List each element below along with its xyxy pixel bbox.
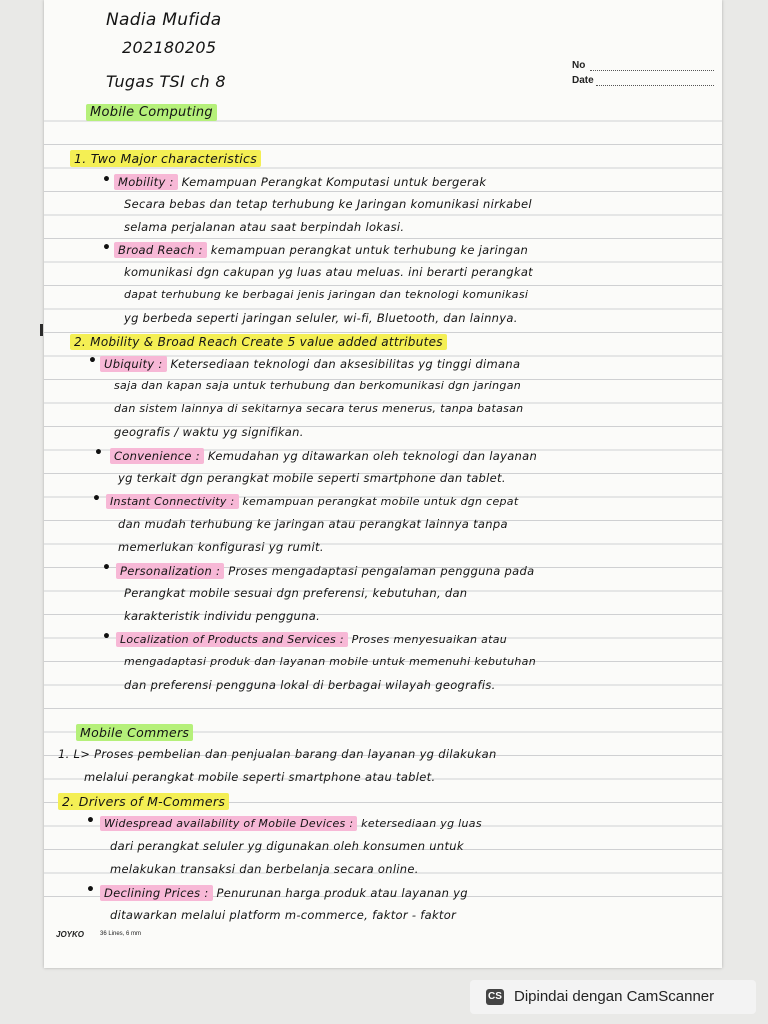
date-line: [596, 85, 714, 86]
text-line: memerlukan konfigurasi yg rumit.: [118, 540, 324, 554]
no-line: [590, 70, 714, 71]
text-line: yg berbeda seperti jaringan seluler, wi-fi, Bluetooth, dan lainnya.: [124, 311, 518, 325]
list-item-mobility: Mobility : Kemampuan Perangkat Komputasi untuk bergerak: [114, 174, 486, 190]
list-item-widespread-availability: Widespread availability of Mobile Devices : ketersediaan yg luas: [100, 816, 482, 831]
bullet: •: [88, 353, 97, 369]
text-line: dan sistem lainnya di sekitarnya secara terus menerus, tanpa batasan: [114, 402, 524, 415]
text-line: selama perjalanan atau saat berpindah lokasi.: [124, 220, 405, 234]
bullet: •: [94, 445, 103, 461]
list-item-instant-connectivity: Instant Connectivity : kemampuan perangkat mobile untuk dgn cepat: [106, 494, 518, 509]
text-line: saja dan kapan saja untuk terhubung dan berkomunikasi dgn jaringan: [114, 379, 522, 392]
student-name: Nadia Mufida: [106, 10, 222, 30]
text-line: dan preferensi pengguna lokal di berbagai wilayah geografis.: [124, 678, 496, 692]
list-item-convenience: Convenience : Kemudahan yg ditawarkan oleh teknologi dan layanan: [110, 448, 537, 464]
bullet: •: [102, 629, 111, 645]
list-item-ubiquity: Ubiquity : Ketersediaan teknologi dan aksesibilitas yg tinggi dimana: [100, 356, 520, 372]
text-line: dapat terhubung ke berbagai jenis jaringan dan teknologi komunikasi: [124, 288, 529, 301]
camscanner-label: Dipindai dengan CamScanner: [514, 988, 715, 1005]
list-item-declining-prices: Declining Prices : Penurunan harga produk atau layanan yg: [100, 885, 468, 901]
list-item-localization: Localization of Products and Services : Proses menyesuaikan atau: [116, 632, 507, 647]
assignment-title: Tugas TSI ch 8: [106, 72, 226, 91]
bullet: •: [86, 813, 95, 829]
list-item-personalization: Personalization : Proses mengadaptasi pengalaman pengguna pada: [116, 563, 534, 579]
camscanner-logo: CS: [486, 989, 504, 1005]
text-line: 1. L> Proses pembelian dan penjualan barang dan layanan yg dilakukan: [58, 747, 497, 761]
text-line: geografis / waktu yg signifikan.: [114, 425, 304, 439]
heading-drivers-of-m-commers: 2. Drivers of M-Commers: [58, 793, 229, 810]
list-item-broad-reach: Broad Reach : kemampuan perangkat untuk terhubung ke jaringan: [114, 242, 528, 258]
text-line: melalui perangkat mobile seperti smartphone atau tablet.: [84, 770, 436, 784]
text-line: yg terkait dgn perangkat mobile seperti smartphone dan tablet.: [118, 471, 506, 485]
heading-two-major-characteristics: 1. Two Major characteristics: [70, 150, 261, 167]
notebook-spec: 36 Lines, 6 mm: [100, 931, 142, 937]
text-line: karakteristik individu pengguna.: [124, 609, 321, 623]
notebook-brand: JOYKO: [56, 930, 85, 939]
bullet: •: [102, 240, 111, 256]
date-label: Date: [572, 75, 594, 86]
bullet: •: [86, 882, 95, 898]
notebook-page: [44, 0, 722, 968]
text-line: dan mudah terhubung ke jaringan atau perangkat lainnya tanpa: [118, 517, 508, 531]
text-line: komunikasi dgn cakupan yg luas atau meluas. ini berarti perangkat: [124, 265, 533, 279]
bullet: •: [102, 172, 111, 188]
section-title-mobile-computing: Mobile Computing: [86, 104, 217, 121]
student-id: 202180205: [122, 38, 217, 57]
camscanner-watermark: [470, 980, 756, 1014]
text-line: Secara bebas dan tetap terhubung ke Jaringan komunikasi nirkabel: [124, 197, 532, 211]
no-label: No: [572, 60, 586, 71]
section-title-mobile-commers: Mobile Commers: [76, 724, 193, 741]
heading-value-added-attributes: 2. Mobility & Broad Reach Create 5 value added attributes: [70, 334, 447, 350]
bullet: •: [102, 560, 111, 576]
binding-mark: [40, 324, 43, 336]
text-line: dari perangkat seluler yg digunakan oleh konsumen untuk: [110, 839, 464, 853]
text-line: mengadaptasi produk dan layanan mobile untuk memenuhi kebutuhan: [124, 655, 536, 668]
text-line: Perangkat mobile sesuai dgn preferensi, kebutuhan, dan: [124, 586, 468, 600]
text-line: melakukan transaksi dan berbelanja secara online.: [110, 862, 419, 876]
bullet: •: [92, 491, 101, 507]
text-line: ditawarkan melalui platform m-commerce, faktor - faktor: [110, 908, 457, 922]
